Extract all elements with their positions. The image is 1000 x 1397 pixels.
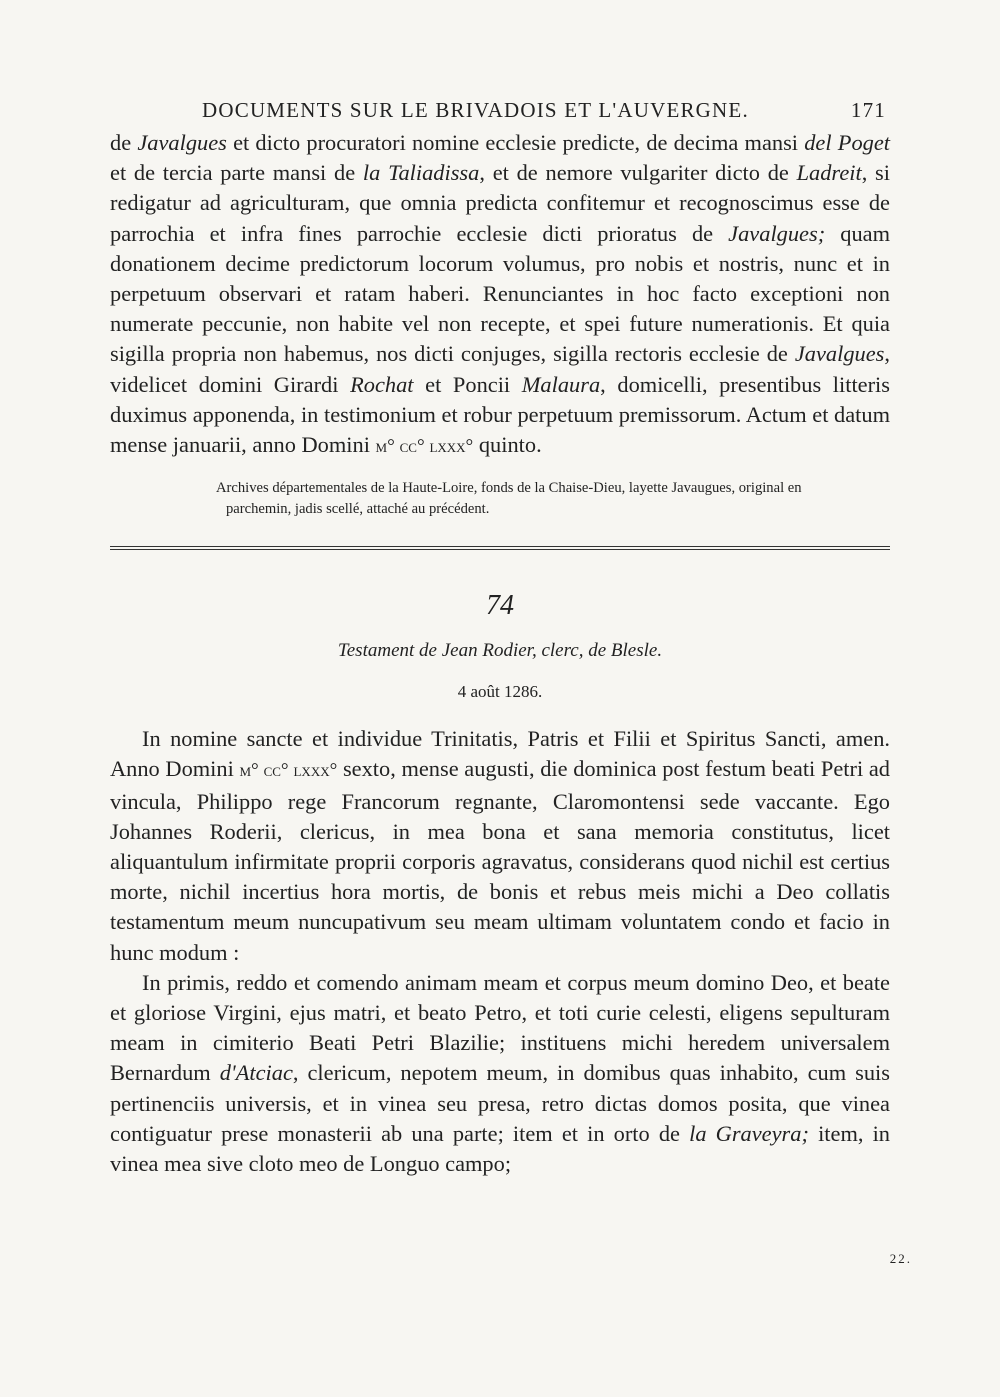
- text-run: In nomine sancte et individue Trinitatis, Patris et Filii et Spiritus Sancti, amen. Anno Domini: [110, 726, 890, 782]
- document-number: 74: [486, 590, 514, 622]
- text-run: et Poncii: [413, 371, 522, 397]
- paragraph: [110, 724, 890, 968]
- source-line-1: Archives départementales de la Haute-Loire, fonds de la Chaise-Dieu, layette Javaugues, original en: [216, 480, 802, 497]
- page: [110, 92, 890, 1179]
- text-run: In primis, reddo et comendo animam meam et corpus meum domino Deo, et beate et gloriose Virgini, ejus matri, et beato Petro, et toti curie celesti, eligens sepulturam meam in cimiterio Beati Petri Blazilie; instituens michi heredem universalem Bernardum: [110, 969, 890, 1086]
- italic-text-run: Ladreit: [796, 160, 862, 186]
- italic-text-run: Javalgues;: [728, 220, 826, 246]
- text-run: , videlicet domini Girardi: [110, 341, 890, 397]
- source-line-2: parchemin, jadis scellé, attaché au précédent.: [226, 501, 490, 518]
- running-title: DOCUMENTS SUR LE BRIVADOIS ET L'AUVERGNE.: [202, 98, 749, 122]
- italic-text-run: Javalgues: [137, 130, 227, 155]
- italic-text-run: la Taliadissa: [362, 160, 480, 186]
- text-run: quinto.: [473, 432, 542, 458]
- text-run: sexto, mense augusti, die dominica post festum beati Petri ad vincula, Philippo rege Francorum regnante, Claromontensi sede vaccante. Ego Johannes Roderii, clericus, in mea bona et sana memoria constitutus, licet aliquantulum infirmitate proprii corporis agravatus, considerans quod nichil est certius morte, nichil incertius hora mortis, de bonis et rebus meis michi a Deo collatis testamentum meum nuncupativum seu meam ultimam voluntatem condo et facio in hunc modum :: [110, 756, 890, 965]
- archival-source-note: [110, 478, 890, 520]
- page-number: 171: [850, 98, 886, 122]
- text-run: m° cc° lxxx°: [375, 436, 474, 458]
- text-run: item, in vinea mea sive cloto meo de Longuo campo;: [110, 1120, 890, 1177]
- running-head: [110, 92, 890, 128]
- text-run: de: [110, 130, 138, 155]
- text-run: et dicto procuratori nomine ecclesie predicte, de decima mansi: [226, 130, 805, 155]
- text-run: , domicelli, presentibus litteris duximus apponenda, in testimonium et robur perpetuum premissorum. Actum et datum mense januarii, anno Domini: [110, 371, 890, 458]
- paragraph: [110, 128, 890, 462]
- document-73-continuation: [110, 128, 890, 462]
- text-run: , clericum, nepotem meum, in domibus quas inhabito, cum suis pertinenciis universis, et in vinea seu presa, retro dictas domos posita, que vinea contiguatur prese monasterii ab una parte; item et in orto de: [110, 1060, 890, 1146]
- paragraph: [110, 968, 890, 1179]
- printer-signature-mark: 22.: [889, 1251, 912, 1266]
- italic-text-run: d'Atciac: [219, 1060, 293, 1086]
- italic-text-run: del Poget: [804, 130, 890, 155]
- text-run: , si redigatur ad agriculturam, que omnia predicta confitemur et recognoscimus esse de parrochia et infra fines parrochie ecclesie dicti prioratus de: [110, 160, 890, 246]
- text-run: m° cc° lxxx°: [239, 760, 338, 782]
- italic-text-run: Rochat: [350, 371, 414, 397]
- italic-text-run: Malaura: [521, 371, 601, 397]
- italic-text-run: la Graveyra;: [689, 1120, 809, 1146]
- document-date: 4 août 1286.: [457, 682, 543, 702]
- document-74-text: [110, 724, 890, 1179]
- text-run: quam donationem decime predictorum locorum volumus, pro nobis et nostris, nunc et in perpetuum observari et ratam haberi. Renunciantes in hoc facto exceptioni non numerate peccunie, non habite vel non recepte, et spei future numerationis. Et quia sigilla propria non habemus, nos dicti conjuges, sigilla rectoris ecclesie de: [110, 220, 891, 367]
- italic-text-run: Javalgues: [794, 341, 885, 367]
- section-divider: [110, 546, 890, 550]
- text-run: , et de nemore vulgariter dicto de: [479, 160, 797, 186]
- document-title: Testament de Jean Rodier, clerc, de Blesle.: [337, 640, 663, 662]
- text-run: et de tercia parte mansi de: [110, 160, 363, 186]
